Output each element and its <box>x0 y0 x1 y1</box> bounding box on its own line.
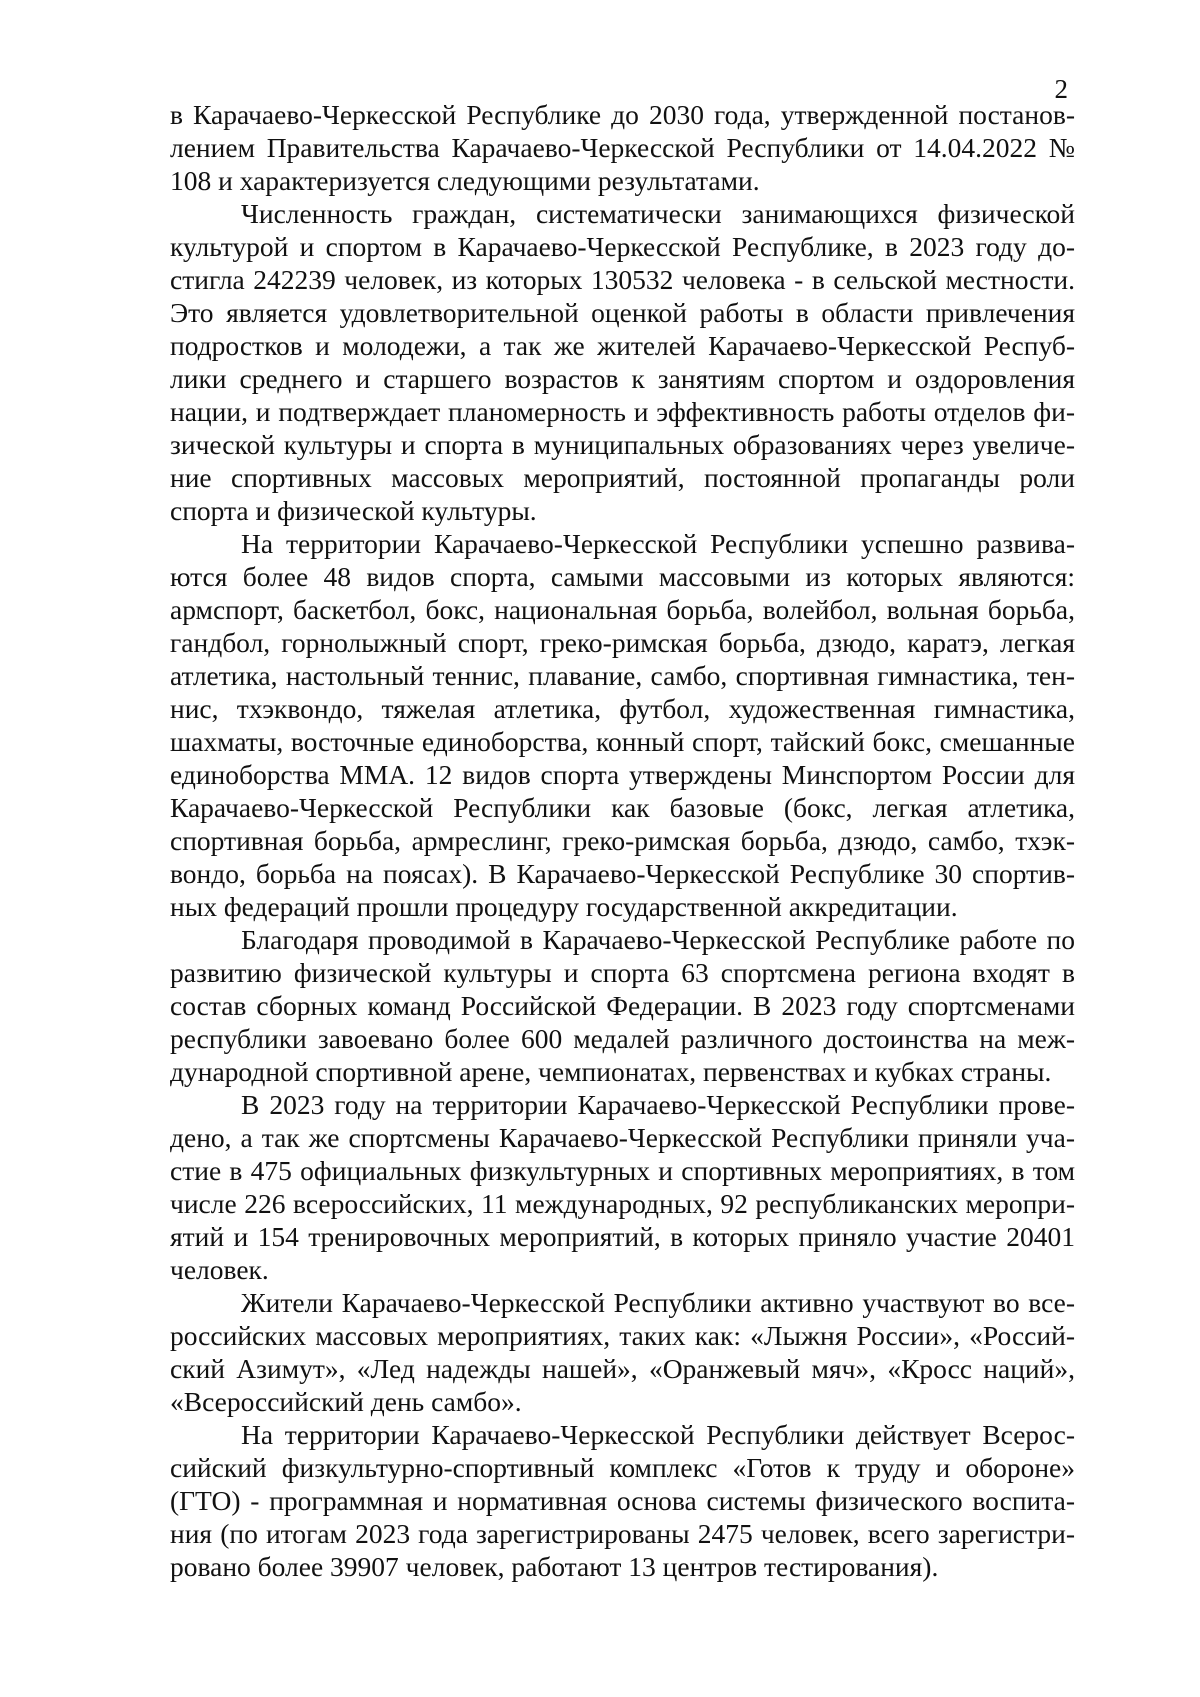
page-number: 2 <box>1054 74 1068 104</box>
document-body <box>170 98 1075 1583</box>
paragraph-participation-stats: Численность граждан, систематически занимающихся физической культурой и спортом в Карачаево-Черкесской Республике, в 2023 году достигла 242239 человек, из которых 130532 человека - в сельской местности. Это является удовлетворительной оценкой работы в области привлечения подростков и молодежи, а так же жителей Карачаево-Черкесской Республики среднего и старшего возрастов к занятиям спортом и оздоровления нации, и подтверждает планомерность и эффективность работы отделов физической культуры и спорта в муниципальных образованиях через увеличение спортивных массовых мероприятий, постоянной пропаганды роли спорта и физической культуры. <box>170 198 1075 526</box>
paragraph-national-teams: Благодаря проводимой в Карачаево-Черкесской Республике работе по развитию физической культуры и спорта 63 спортсмена региона входят в состав сборных команд Российской Федерации. В 2023 году спортсменами республики завоевано более 600 медалей различного достоинства на международной спортивной арене, чемпионатах, первенствах и кубках страны. <box>170 924 1075 1087</box>
paragraph-mass-events: Жители Карачаево-Черкесской Республики активно участвуют во всероссийских массовых мероприятиях, таких как: «Лыжня России», «Российский Азимут», «Лед надежды нашей», «Оранжевый мяч», «Кросс наций», «Всероссийский день самбо». <box>170 1287 1075 1417</box>
paragraph-events-2023: В 2023 году на территории Карачаево-Черкесской Республики проведено, а так же спортсмены Карачаево-Черкесской Республики приняли участие в 475 официальных физкультурных и спортивных мероприятиях, в том числе 226 всероссийских, 11 международных, 92 республиканских мероприятий и 154 тренировочных мероприятий, в которых приняло участие 20401 человек. <box>170 1089 1075 1285</box>
paragraph-sports-types: На территории Карачаево-Черкесской Республики успешно развиваются более 48 видов спорта, самыми массовыми из которых являются: армспорт, баскетбол, бокс, национальная борьба, волейбол, вольная борьба, гандбол, горнолыжный спорт, греко-римская борьба, дзюдо, каратэ, легкая атлетика, настольный теннис, плавание, самбо, спортивная гимнастика, теннис, тхэквондо, тяжелая атлетика, футбол, художественная гимнастика, шахматы, восточные единоборства, конный спорт, тайский бокс, смешанные единоборства ММА. 12 видов спорта утверждены Минспортом России для Карачаево-Черкесской Республики как базовые (бокс, легкая атлетика, спортивная борьба, армреслинг, греко-римская борьба, дзюдо, самбо, тхэквондо, борьба на поясах). В Карачаево-Черкесской Республике 30 спортивных федераций прошли процедуру государственной аккредитации. <box>170 528 1075 922</box>
paragraph-gto-complex: На территории Карачаево-Черкесской Республики действует Всероссийский физкультурно-спортивный комплекс «Готов к труду и обороне» (ГТО) - программная и нормативная основа системы физического воспитания (по итогам 2023 года зарегистрированы 2475 человек, всего зарегистрировано более 39907 человек, работают 13 центров тестирования). <box>170 1419 1075 1582</box>
paragraph-continuation: в Карачаево-Черкесской Республике до 2030 года, утвержденной постановлением Правительства Карачаево-Черкесской Республики от 14.04.2022 № 108 и характеризуется следующими результатами. <box>170 99 1075 196</box>
